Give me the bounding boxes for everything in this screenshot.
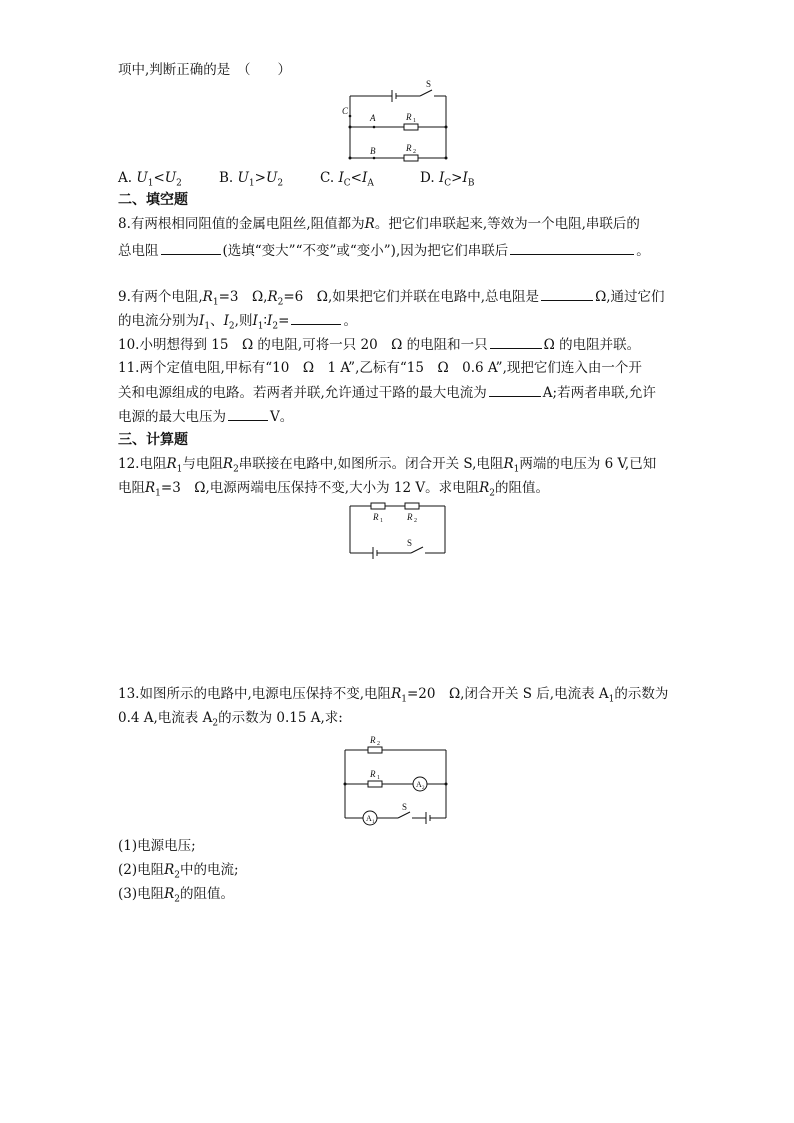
- q7-option-c: C. $I_C<I_A$: [320, 170, 374, 189]
- q7-r1-label: R: [406, 112, 412, 122]
- q12-line2: 电阻$R_1=3$ Ω,电源两端电压保持不变,大小为 12 V。求电阻$R_2$的阻值。: [118, 480, 549, 499]
- q7-option-b: B. $U_1>U_2$: [219, 170, 284, 189]
- q7-option-d: D. $I_C>I_B$: [420, 170, 475, 189]
- q7-point-c: C: [342, 106, 349, 116]
- section-fill-in-heading: 二、填空题: [118, 192, 188, 208]
- q11-line1: 11.两个定值电阻,甲标有“10 Ω 1 A”,乙标有“15 Ω 0.6 A”,现把它们连入由一个开: [118, 360, 642, 376]
- q7-r2-label: R: [406, 143, 412, 153]
- q7-options: [118, 168, 678, 188]
- q7-circuit-diagram: [340, 78, 460, 168]
- q7-r2-sub: 2: [413, 149, 416, 155]
- q12-circuit-diagram: [345, 498, 450, 558]
- q10-line: 10.小明想得到 15 Ω 的电阻,可将一只 20 Ω 的电阻和一只 Ω 的电阻并联。: [118, 334, 640, 355]
- q13-ammeter-a2-sub: 2: [422, 786, 425, 791]
- q7-point-a: A: [370, 113, 376, 123]
- q9-line2: 的电流分别为$I_1$、$I_2$,则$I_1∶I_2=$ 。: [118, 310, 357, 337]
- q8-blank-1[interactable]: [161, 240, 221, 255]
- q12-r1-label: R: [373, 512, 379, 522]
- q7-switch-label: S: [426, 79, 432, 89]
- q11-line2: 关和电源组成的电路。若两者并联,允许通过干路的最大电流为 A;若两者串联,允许: [118, 382, 656, 403]
- q7-r1-sub: 1: [413, 118, 416, 124]
- q8-line2: 总电阻 (选填“变大”“不变”或“变小”),因为把它们串联后 。: [118, 240, 650, 261]
- q13-sub2: (2)电阻$R_2$中的电流;: [118, 862, 239, 881]
- q13-circuit-diagram: [340, 734, 452, 826]
- q11-blank-1[interactable]: [489, 382, 541, 397]
- q9-line1: 9.有两个电阻$,R_1=3$ $\Omega,R_2=6$ Ω,如果把它们并联在电路中,总电阻是 Ω,通过它们: [118, 286, 665, 313]
- q9-blank-2[interactable]: [291, 310, 341, 325]
- q13-ammeter-a1-label: A: [366, 814, 372, 823]
- q8-line1: 8.有两根相同阻值的金属电阻丝,阻值都为R。把它们串联起来,等效为一个电阻,串联后的: [118, 216, 640, 232]
- q12-r2-sub: 2: [414, 518, 417, 524]
- q9-blank-1[interactable]: [541, 286, 593, 301]
- q13-line1: 13.如图所示的电路中,电源电压保持不变,电阻$R_1=20$ Ω,闭合开关 S 后,电流表 $A_1$的示数为: [118, 686, 669, 705]
- q13-sub3: (3)电阻$R_2$的阻值。: [118, 886, 235, 905]
- q13-line2: 0.4 A,电流表 $A_2$的示数为 0.15 A,求:: [118, 710, 343, 729]
- q8-blank-2[interactable]: [510, 240, 634, 255]
- q13-r1-label: R: [370, 769, 376, 779]
- q11-line3: 电源的最大电压为 V。: [118, 406, 293, 427]
- q12-r2-label: R: [407, 512, 413, 522]
- section-calculation-heading: 三、计算题: [118, 432, 188, 448]
- q7-stem-tail: 项中,判断正确的是 （ ）: [118, 62, 292, 78]
- q11-blank-2[interactable]: [228, 406, 268, 421]
- q13-r1-sub: 1: [377, 775, 380, 781]
- q13-ammeter-a2-label: A: [416, 780, 422, 789]
- q13-switch-label: S: [402, 802, 408, 812]
- q13-sub1: (1)电源电压;: [118, 838, 196, 854]
- q7-point-b: B: [370, 146, 376, 156]
- q7-option-a: A. $U_1<U_2$: [118, 170, 182, 189]
- q12-switch-label: S: [407, 538, 413, 548]
- q13-r2-sub: 2: [377, 741, 380, 747]
- q13-ammeter-a1-sub: 1: [372, 820, 375, 825]
- q12-line1: 12.电阻$R_1$与电阻$R_2$串联接在电路中,如图所示。闭合开关 S,电阻$R_1$两端的电压为 6 V,已知: [118, 456, 657, 475]
- q10-blank[interactable]: [490, 334, 542, 349]
- q12-r1-sub: 1: [380, 518, 383, 524]
- q13-r2-label: R: [370, 735, 376, 745]
